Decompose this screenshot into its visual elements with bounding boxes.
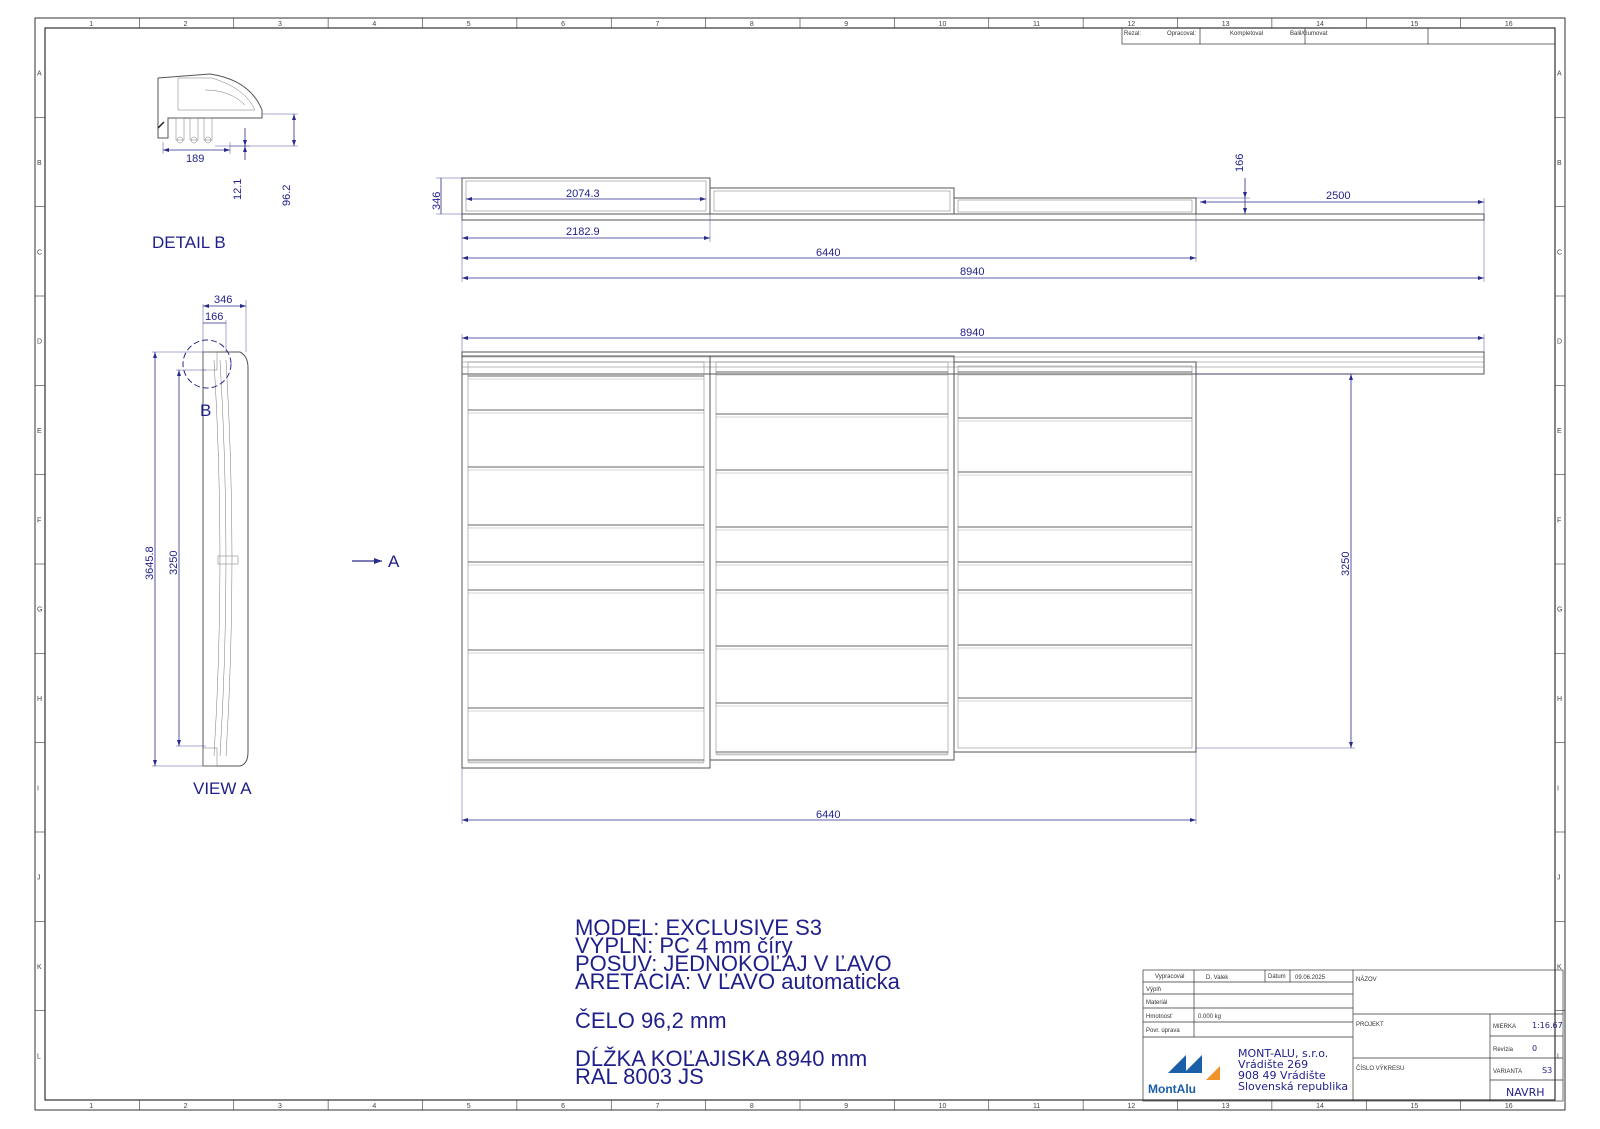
grid-column-label: 13 xyxy=(1221,1103,1230,1110)
grid-column-label: 3 xyxy=(277,21,282,28)
varianta-value: S3 xyxy=(1542,1066,1553,1075)
hmotnost-value: 0.000 kg xyxy=(1198,1014,1222,1020)
varianta-label: VARIANTA xyxy=(1493,1069,1523,1075)
grid-column-label: 5 xyxy=(466,1103,471,1110)
grid-row-label: C xyxy=(37,249,43,257)
grid-column-label: 14 xyxy=(1316,21,1324,28)
note-ral: RAL 8003 JS xyxy=(575,1064,704,1089)
grid-column-label: 11 xyxy=(1032,1103,1041,1110)
top-view-dim-open: 6440 xyxy=(816,247,841,259)
rezal-label: Rezal: xyxy=(1124,31,1142,37)
header-strip xyxy=(1122,28,1555,44)
grid-row-label: B xyxy=(37,160,42,167)
grid-columns-top xyxy=(89,18,1513,28)
mierka-label: MIERKA xyxy=(1493,1024,1517,1030)
grid-row-label: A xyxy=(37,70,42,78)
datum-value: 09.06.2025 xyxy=(1295,975,1326,981)
top-view-panel-3 xyxy=(954,198,1196,214)
datum-label: Dátum xyxy=(1268,974,1286,980)
view-a-dim-height: 3250 xyxy=(168,550,180,575)
company-line-1: MONT-ALU, s.r.o. xyxy=(1238,1047,1329,1060)
grid-row-label: G xyxy=(37,606,43,614)
detail-b-dim-height: 96.2 xyxy=(281,184,293,206)
note-posuv: POSUV: JEDNOKOĽAJ V ĽAVO xyxy=(575,951,892,976)
projekt-label: PROJEKT xyxy=(1356,1022,1384,1028)
front-view-dim-height: 3250 xyxy=(1340,551,1352,576)
grid-row-label: L xyxy=(1557,1053,1561,1061)
kompletoval-label: Kompletoval xyxy=(1230,31,1264,37)
vypracoval-label: Vypracoval xyxy=(1155,974,1185,980)
grid-column-label: 6 xyxy=(561,21,565,28)
view-a-callout-circle xyxy=(183,340,231,388)
status-value: NAVRH xyxy=(1506,1086,1545,1099)
grid-rows-left xyxy=(35,71,45,1061)
grid-row-label: F xyxy=(37,517,42,525)
top-view-dim-depth: 346 xyxy=(431,191,443,210)
grid-row-label: L xyxy=(37,1053,41,1061)
front-view-panel-2 xyxy=(710,356,954,760)
grid-column-label: 11 xyxy=(1032,21,1041,28)
grid-column-label: 9 xyxy=(844,1103,849,1110)
grid-columns-bottom xyxy=(89,1100,1513,1110)
grid-column-label: 8 xyxy=(749,1103,754,1110)
montalu-logo xyxy=(1148,1055,1220,1096)
title-block xyxy=(1143,970,1563,1101)
note-vyplet: VÝPLŇ: PC 4 mm číry xyxy=(575,933,793,958)
note-dlzka: DĹŽKA KOĽAJISKA 8940 mm xyxy=(575,1046,868,1071)
view-a-dim-inner: 166 xyxy=(205,311,224,323)
grid-column-label: 12 xyxy=(1127,21,1136,28)
view-a xyxy=(144,294,252,798)
grid-column-label: 3 xyxy=(277,1103,282,1110)
note-celo: ČELO 96,2 mm xyxy=(575,1008,727,1033)
revizia-label: Revízia xyxy=(1493,1047,1514,1053)
grid-column-label: 2 xyxy=(183,21,188,28)
revizia-value: 0 xyxy=(1532,1044,1538,1053)
view-a-dim-total-height: 3645.8 xyxy=(144,546,156,580)
view-a-title: VIEW A xyxy=(193,779,252,798)
hmotnost-label: Hmotnosť xyxy=(1146,1014,1173,1020)
grid-column-label: 2 xyxy=(183,1103,188,1110)
grid-column-label: 7 xyxy=(655,21,660,28)
detail-b-dim-small: 12.1 xyxy=(232,178,244,200)
vypracoval-value: D. Valek xyxy=(1206,975,1229,981)
grid-row-label: I xyxy=(1557,785,1559,793)
logo-text: MontAlu xyxy=(1148,1082,1196,1096)
note-model: MODEL: EXCLUSIVE S3 xyxy=(575,915,822,940)
detail-b-dim-width: 189 xyxy=(186,153,205,165)
outer-border xyxy=(35,18,1565,1110)
view-arrow-label: A xyxy=(388,552,400,571)
grid-column-label: 15 xyxy=(1410,21,1419,28)
front-view xyxy=(462,327,1484,824)
nazov-label: NÁZOV xyxy=(1356,977,1377,983)
note-aretacia: ARETÁCIA: V ĽAVO automaticka xyxy=(575,969,900,994)
grid-column-label: 4 xyxy=(372,1103,377,1110)
front-view-dim-total: 8940 xyxy=(960,327,985,339)
grid-column-label: 1 xyxy=(89,1103,94,1110)
company-line-2: Vrádište 269 xyxy=(1238,1058,1309,1071)
grid-column-label: 6 xyxy=(561,1103,565,1110)
grid-column-label: 7 xyxy=(655,1103,660,1110)
top-view-dim-extension: 2500 xyxy=(1326,190,1351,202)
grid-row-label: J xyxy=(37,874,41,882)
grid-column-label: 12 xyxy=(1127,1103,1136,1110)
grid-column-label: 16 xyxy=(1504,21,1513,28)
grid-row-label: I xyxy=(37,785,39,793)
mierka-value: 1:16.67 xyxy=(1532,1021,1563,1030)
grid-column-label: 10 xyxy=(938,1103,947,1110)
grid-row-label: K xyxy=(1557,964,1562,971)
front-view-rail xyxy=(462,352,1484,374)
grid-column-label: 5 xyxy=(466,21,471,28)
view-arrow-a xyxy=(352,552,400,571)
grid-row-label: B xyxy=(1557,160,1562,167)
grid-column-label: 13 xyxy=(1221,21,1230,28)
top-view-dim-panel: 2074.3 xyxy=(566,188,600,200)
grid-row-label: F xyxy=(1557,517,1562,525)
grid-row-label: D xyxy=(1557,338,1563,346)
opracoval-label: Opracoval: xyxy=(1167,31,1197,37)
view-a-callout: B xyxy=(200,401,212,420)
grid-row-label: H xyxy=(1557,696,1563,703)
grid-rows-right xyxy=(1555,71,1565,1061)
top-view xyxy=(431,154,1484,282)
view-a-dim-depth: 346 xyxy=(214,294,233,306)
grid-row-label: E xyxy=(1557,428,1562,435)
grid-column-label: 1 xyxy=(89,21,94,28)
notes-block xyxy=(575,915,901,1089)
vyplet-label: Výplň xyxy=(1146,987,1162,993)
grid-column-label: 10 xyxy=(938,21,947,28)
grid-column-label: 15 xyxy=(1410,1103,1419,1110)
top-view-dim-total: 8940 xyxy=(960,266,985,278)
material-label: Materiál xyxy=(1146,1000,1168,1006)
balil-label: Balil/Gumoval: xyxy=(1290,31,1329,37)
grid-column-label: 14 xyxy=(1316,1103,1324,1110)
grid-column-label: 16 xyxy=(1504,1103,1513,1110)
grid-row-label: E xyxy=(37,428,42,435)
top-view-dim-step: 166 xyxy=(1234,153,1246,172)
company-line-4: Slovenská republika xyxy=(1238,1080,1349,1093)
detail-b-profile xyxy=(158,74,262,138)
top-view-panel-2 xyxy=(710,188,954,214)
front-view-panel-3 xyxy=(954,362,1196,752)
grid-row-label: K xyxy=(37,964,42,971)
front-view-dim-open: 6440 xyxy=(816,809,841,821)
grid-column-label: 8 xyxy=(749,21,754,28)
grid-row-label: C xyxy=(1557,249,1563,257)
detail-b xyxy=(152,74,298,252)
cislo-label: ČÍSLO VÝKRESU xyxy=(1356,1066,1405,1072)
detail-b-title: DETAIL B xyxy=(152,233,226,252)
grid-row-label: A xyxy=(1557,70,1562,78)
grid-column-label: 4 xyxy=(372,21,377,28)
povr-label: Povr. úprava xyxy=(1146,1028,1180,1034)
top-view-rail xyxy=(462,214,1484,220)
grid-column-label: 9 xyxy=(844,21,849,28)
grid-row-label: J xyxy=(1557,874,1561,882)
grid-row-label: G xyxy=(1557,606,1563,614)
grid-row-label: D xyxy=(37,338,43,346)
grid-row-label: H xyxy=(37,696,43,703)
top-view-dim-panel-total: 2182.9 xyxy=(566,226,600,238)
company-line-3: 908 49 Vrádište xyxy=(1238,1069,1326,1082)
